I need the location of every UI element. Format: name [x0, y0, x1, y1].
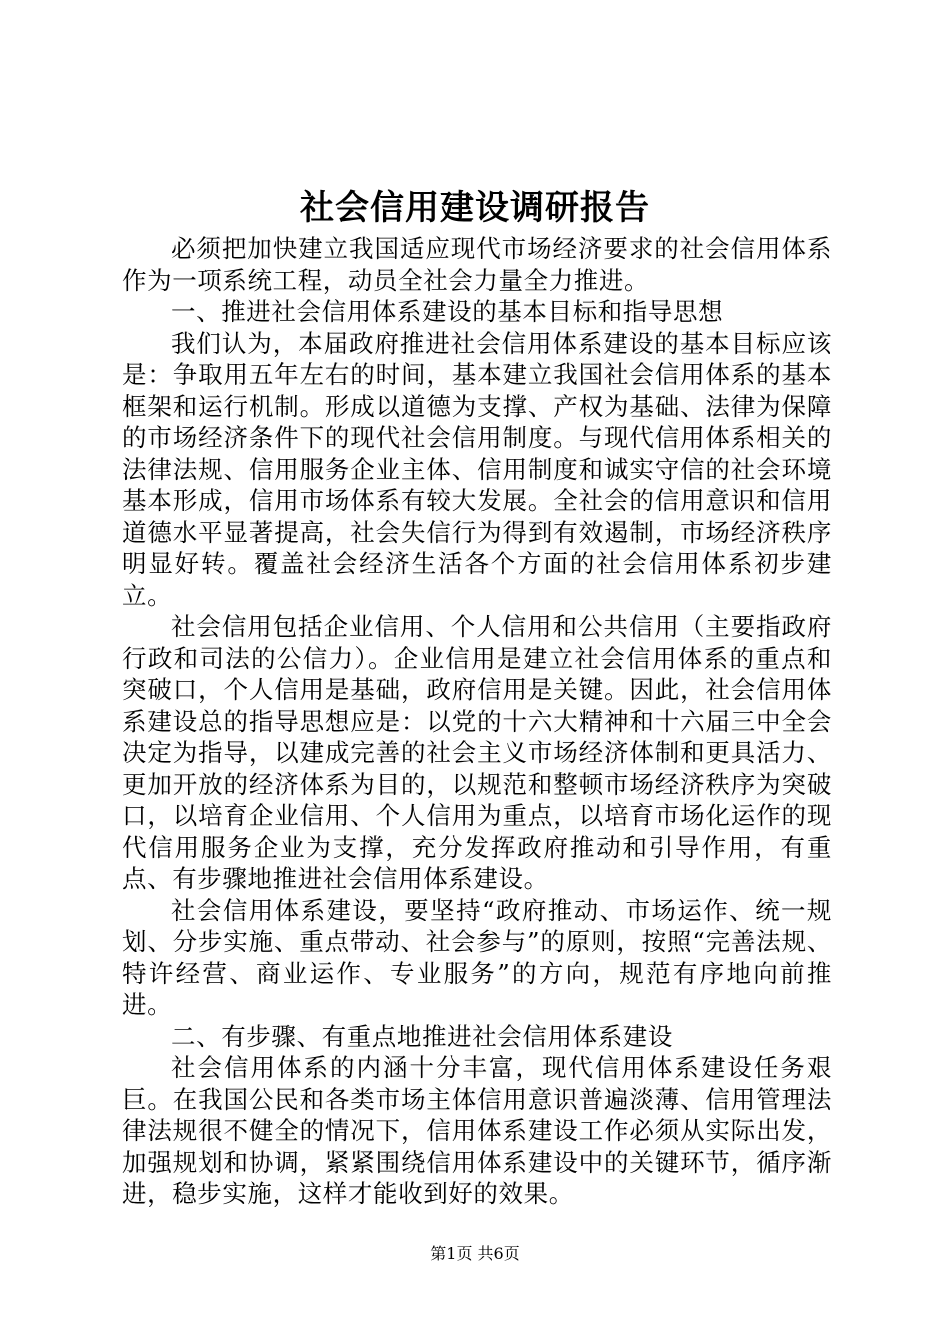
page-footer [0, 1242, 950, 1266]
paragraph-principles: 社会信用体系建设，要坚持“政府推动、市场运作、统一规划、分步实施、重点带动、社会参与”的原则，按照“完善法规、特许经营、商业运作、专业服务”的方向，规范有序地向前推进。 [122, 895, 832, 1019]
paragraph-guiding-thought: 社会信用包括企业信用、个人信用和公共信用（主要指政府行政和司法的公信力）。企业信用是建立社会信用体系的重点和突破口，个人信用是基础，政府信用是关键。因此，社会信用体系建设总的指导思想应是：以党的十六大精神和十六届三中全会决定为指导，以建成完善的社会主义市场经济体制和更具活力、更加开放的经济体系为目的，以规范和整顿市场经济秩序为突破口，以培育企业信用、个人信用为重点，以培育市场化运作的现代信用服务企业为支撑，充分发挥政府推动和引导作用，有重点、有步骤地推进社会信用体系建设。 [122, 612, 832, 893]
page-number: 第1页 [430, 1244, 473, 1263]
section-heading-1: 一、推进社会信用体系建设的基本目标和指导思想 [171, 297, 724, 326]
document-body [122, 233, 832, 1210]
document-title: 社会信用建设调研报告 [300, 188, 650, 228]
section-heading-2: 二、有步骤、有重点地推进社会信用体系建设 [171, 1021, 673, 1051]
paragraph-implementation: 社会信用体系的内涵十分丰富，现代信用体系建设任务艰巨。在我国公民和各类市场主体信用意识普遍淡薄、信用管理法律法规很不健全的情况下，信用体系建设工作必须从实际出发，加强规划和协调，紧紧围绕信用体系建设中的关键环节，循序渐进，稳步实施，这样才能收到好的效果。 [122, 1053, 832, 1208]
paragraph-goals: 我们认为，本届政府推进社会信用体系建设的基本目标应该是：争取用五年左右的时间，基本建立我国社会信用体系的基本框架和运行机制。形成以道德为支撑、产权为基础、法律为保障的市场经济条件下的现代社会信用制度。与现代信用体系相关的法律法规、信用服务企业主体、信用制度和诚实守信的社会环境基本形成，信用市场体系有较大发展。全社会的信用意识和信用道德水平显著提高，社会失信行为得到有效遏制，市场经济秩序明显好转。覆盖社会经济生活各个方面的社会信用体系初步建立。 [122, 328, 832, 610]
paragraph-intro: 必须把加快建立我国适应现代市场经济要求的社会信用体系作为一项系统工程，动员全社会力量全力推进。 [122, 234, 832, 295]
page-total: 共6页 [477, 1244, 520, 1263]
